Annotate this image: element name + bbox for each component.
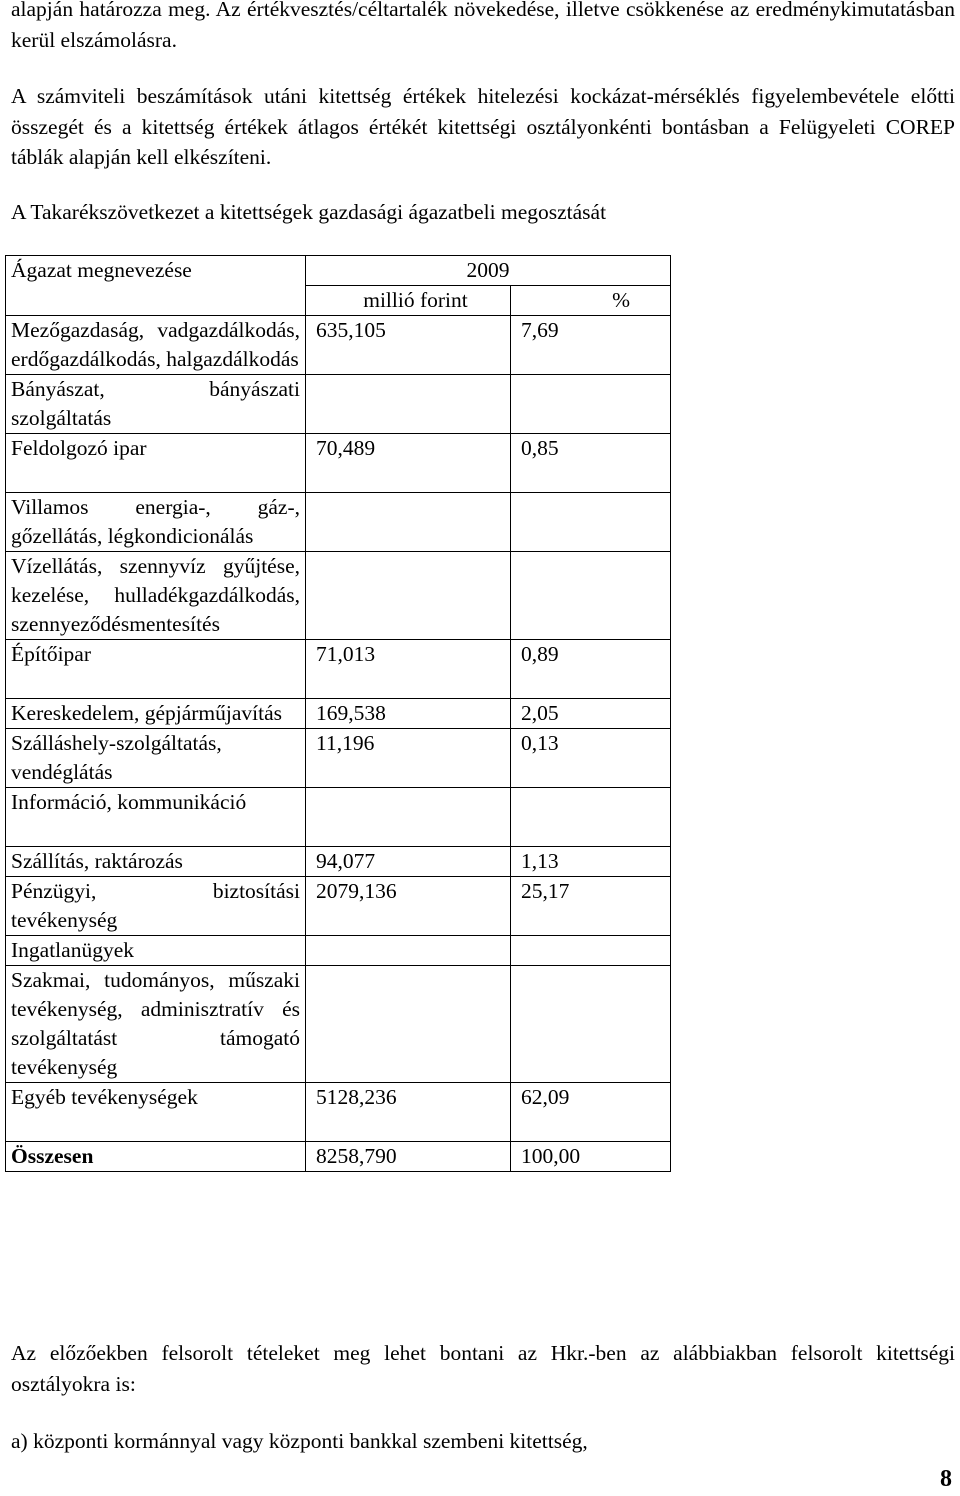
amount-cell: 169,538 — [306, 699, 511, 729]
table-row — [6, 699, 671, 729]
sector-cell: Vízellátás, szennyvíz gyűjtése, kezelése, hulladékgazdálkodás, szennyeződésmentesítés — [6, 552, 306, 640]
amount-cell: 70,489 — [306, 434, 511, 493]
percent-cell — [511, 966, 671, 1083]
table-row — [6, 375, 671, 434]
page-number: 8 — [940, 1466, 952, 1492]
amount-cell: 5128,236 — [306, 1083, 511, 1142]
header-sector: Ágazat megnevezése — [6, 256, 306, 316]
table-header-row — [6, 256, 671, 286]
unit-percent: % — [511, 286, 671, 316]
total-percent-cell: 100,00 — [511, 1142, 671, 1172]
sector-cell: Szakmai, tudományos, műszaki tevékenység, adminisztratív és szolgáltatást támogató tevékenység — [6, 966, 306, 1083]
amount-cell: 2079,136 — [306, 877, 511, 936]
table-row — [6, 640, 671, 699]
table-row — [6, 552, 671, 640]
sector-cell: Ingatlanügyek — [6, 936, 306, 966]
percent-cell — [511, 375, 671, 434]
percent-cell — [511, 493, 671, 552]
total-label-cell: Összesen — [6, 1142, 306, 1172]
amount-cell — [306, 493, 511, 552]
amount-cell — [306, 375, 511, 434]
percent-cell — [511, 552, 671, 640]
percent-cell: 0,13 — [511, 729, 671, 788]
sector-exposure-table — [5, 255, 671, 1172]
amount-cell: 71,013 — [306, 640, 511, 699]
amount-cell — [306, 552, 511, 640]
sector-cell: Villamos energia-, gáz-, gőzellátás, légkondicionálás — [6, 493, 306, 552]
percent-cell: 7,69 — [511, 316, 671, 375]
amount-cell: 94,077 — [306, 847, 511, 877]
sector-cell: Szálláshely-szolgáltatás, vendéglátás — [6, 729, 306, 788]
paragraph-intro-continuation: alapján határozza meg. Az értékvesztés/céltartalék növekedése, illetve csökkenése az eredménykimutatásban kerül elszámolásra. — [11, 0, 955, 52]
percent-cell — [511, 788, 671, 847]
paragraph-list-item-a: a) központi kormánnyal vagy központi bankkal szembeni kitettség, — [11, 1429, 588, 1453]
sector-cell: Pénzügyi, biztosítási tevékenység — [6, 877, 306, 936]
percent-cell: 0,89 — [511, 640, 671, 699]
paragraph-sector-breakdown-intro: A Takarékszövetkezet a kitettségek gazdasági ágazatbeli megosztását — [11, 200, 607, 224]
total-amount-cell: 8258,790 — [306, 1142, 511, 1172]
percent-cell: 25,17 — [511, 877, 671, 936]
table-row — [6, 936, 671, 966]
percent-cell: 1,13 — [511, 847, 671, 877]
sector-cell: Bányászat, bányászati szolgáltatás — [6, 375, 306, 434]
sector-cell: Információ, kommunikáció — [6, 788, 306, 847]
paragraph-corep: A számviteli beszámítások utáni kitettség értékek hitelezési kockázat-mérséklés figyelembevétele előtti összegét és a kitettség értékek átlagos értékét kitettségi osztályonkénti bontásban a Felügyeleti COREP táblák alapján kell elkészíteni. — [11, 84, 955, 169]
percent-cell: 0,85 — [511, 434, 671, 493]
table-row — [6, 788, 671, 847]
amount-cell — [306, 966, 511, 1083]
header-year: 2009 — [306, 256, 671, 286]
table-row — [6, 847, 671, 877]
table-row — [6, 729, 671, 788]
sector-cell: Egyéb tevékenységek — [6, 1083, 306, 1142]
table-row — [6, 1083, 671, 1142]
sector-cell: Szállítás, raktározás — [6, 847, 306, 877]
percent-cell: 62,09 — [511, 1083, 671, 1142]
amount-cell — [306, 788, 511, 847]
percent-cell: 2,05 — [511, 699, 671, 729]
table-row — [6, 316, 671, 375]
unit-amount: millió forint — [306, 286, 511, 316]
sector-cell: Kereskedelem, gépjárműjavítás — [6, 699, 306, 729]
amount-cell: 11,196 — [306, 729, 511, 788]
sector-cell: Építőipar — [6, 640, 306, 699]
amount-cell — [306, 936, 511, 966]
table-row — [6, 966, 671, 1083]
sector-cell: Feldolgozó ipar — [6, 434, 306, 493]
amount-cell: 635,105 — [306, 316, 511, 375]
percent-cell — [511, 936, 671, 966]
table-total-row — [6, 1142, 671, 1172]
table-row — [6, 493, 671, 552]
paragraph-exposure-classes: Az előzőekben felsorolt tételeket meg lehet bontani az Hkr.-ben az alábbiakban felsorolt kitettségi osztályokra is: — [11, 1341, 955, 1396]
sector-cell: Mezőgazdaság, vadgazdálkodás, erdőgazdálkodás, halgazdálkodás — [6, 316, 306, 375]
table-row — [6, 877, 671, 936]
table-row — [6, 434, 671, 493]
